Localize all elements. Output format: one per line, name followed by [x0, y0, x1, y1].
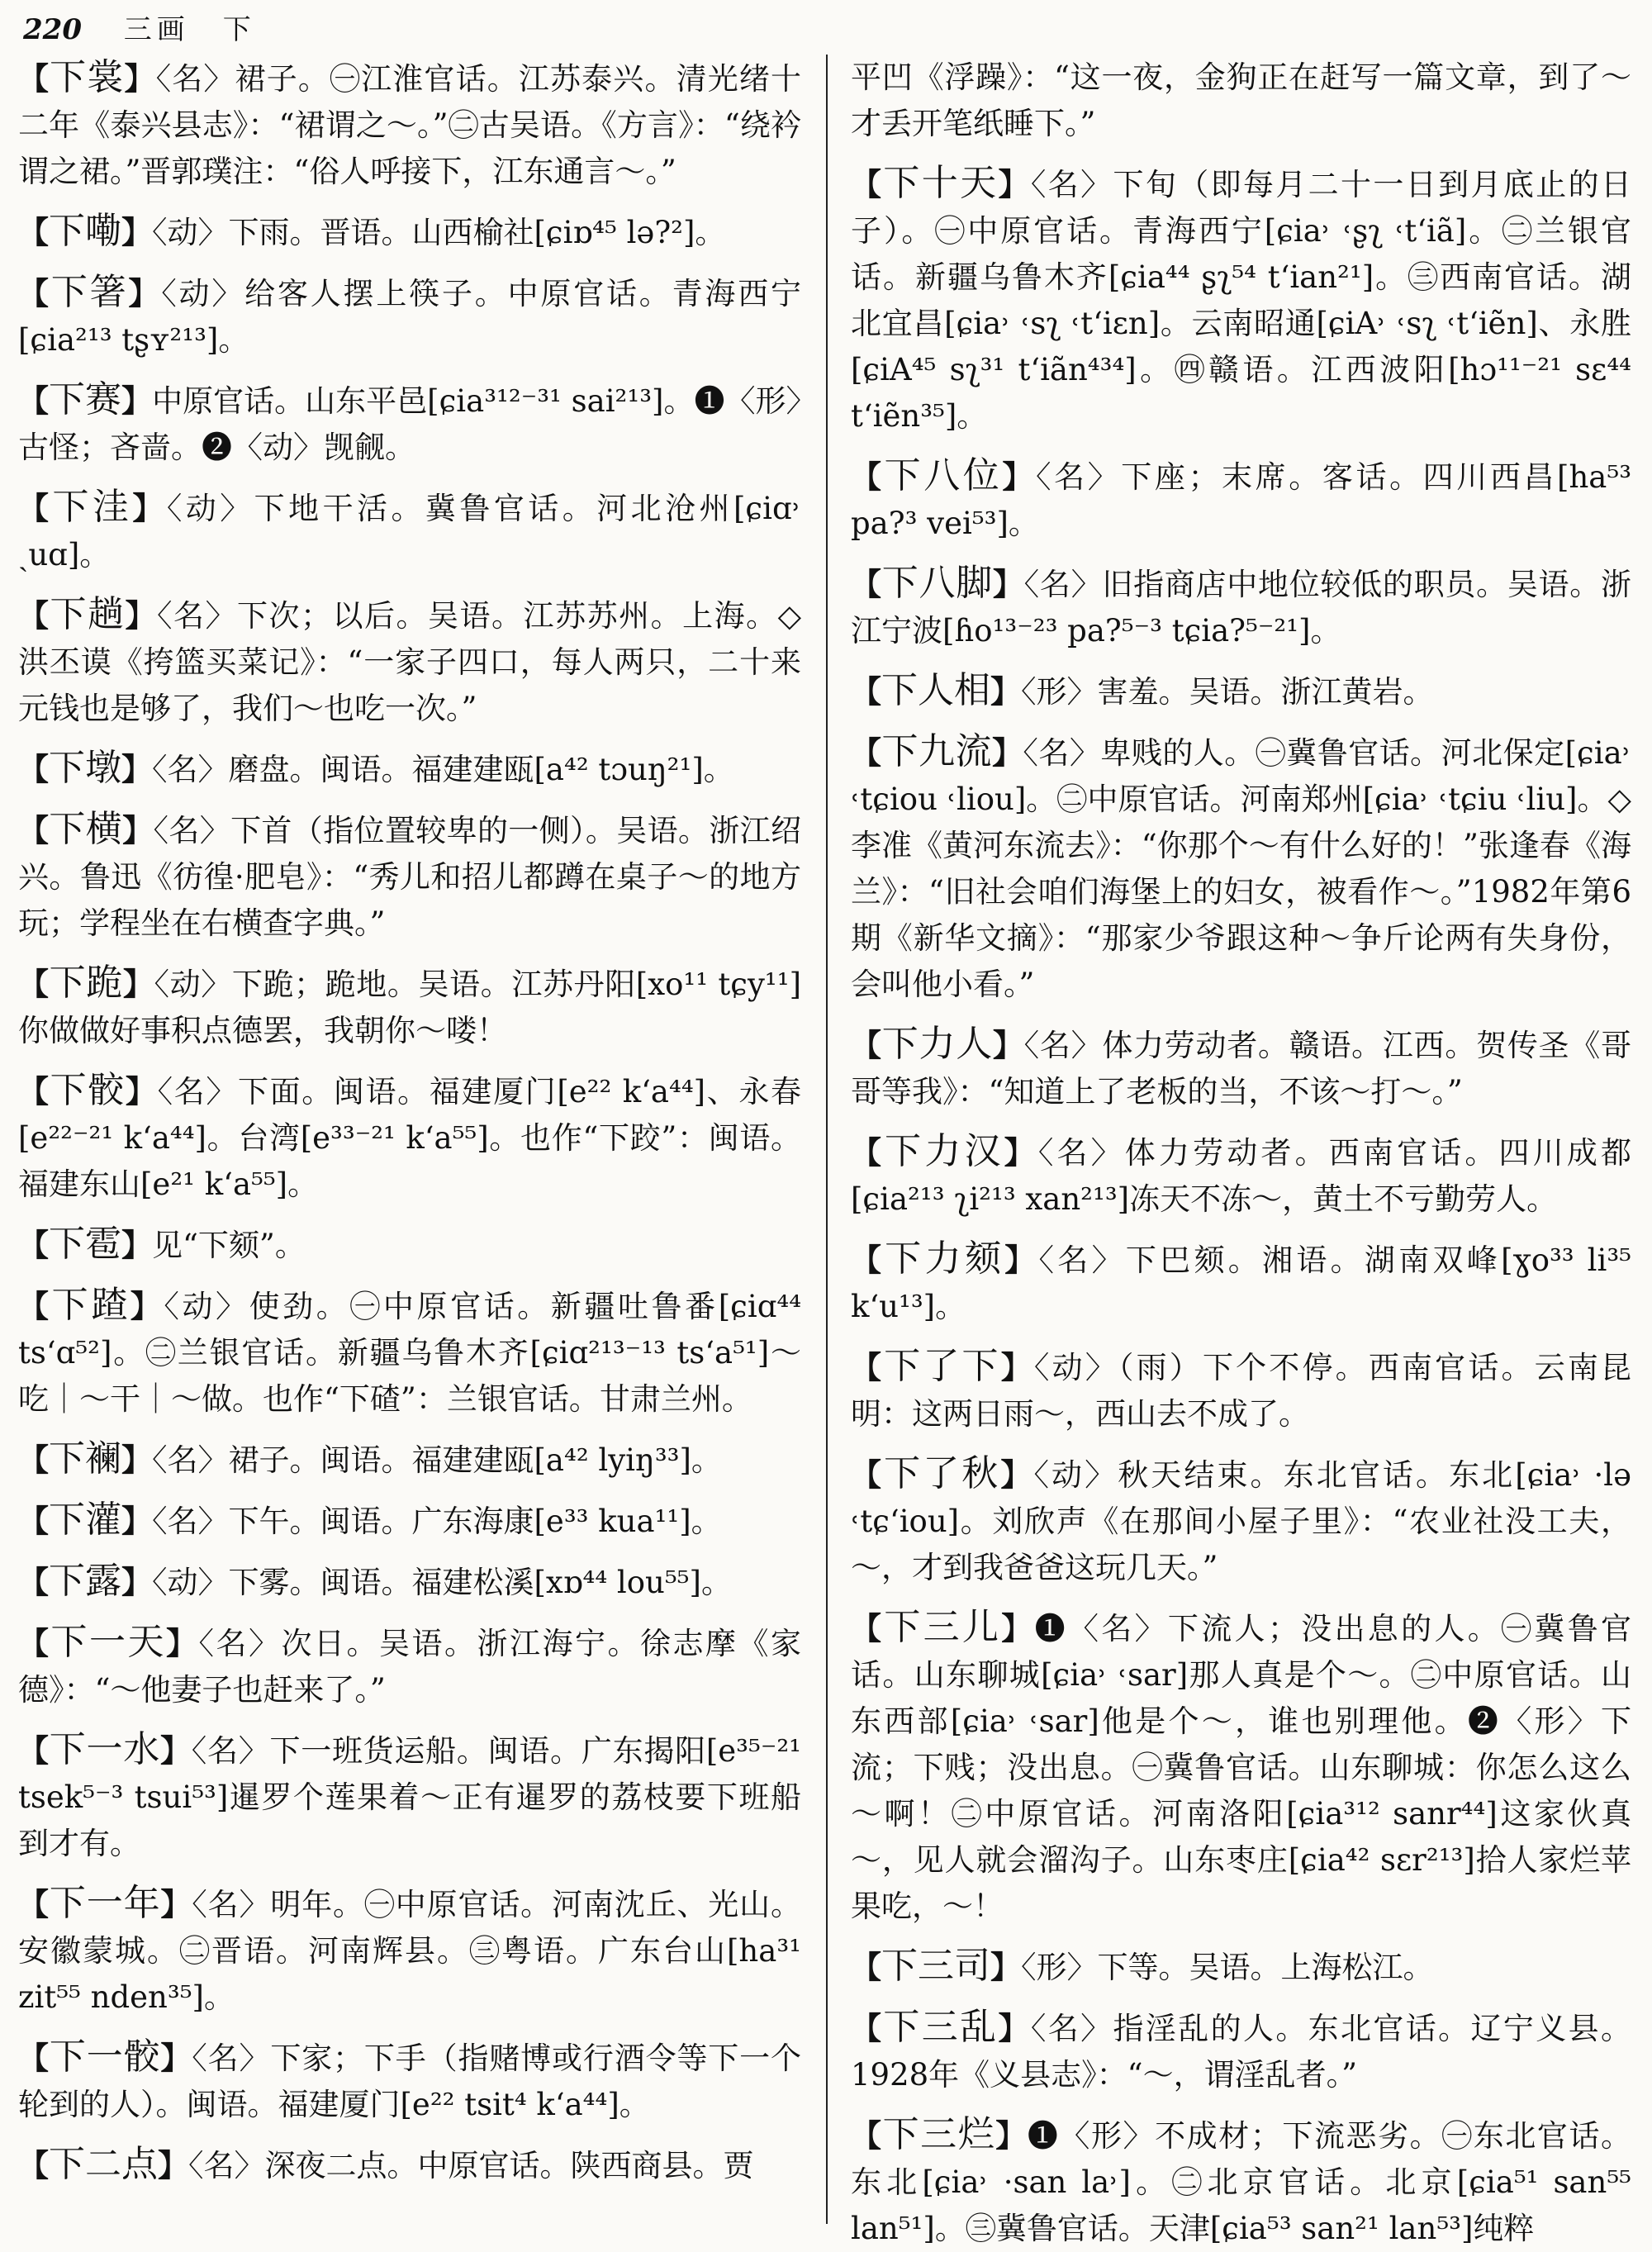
right-column — [851, 55, 1632, 2246]
dictionary-entry — [18, 1067, 801, 1208]
entry-definition: 〈名〉明年。㊀中原官话。河南沈丘、光山。安徽蒙城。㊁晋语。河南辉县。㊂粤语。广东台山[ha³¹ zit⁵⁵ nden³⁵]。 — [18, 1887, 802, 2015]
dictionary-entry — [851, 1943, 1631, 1991]
headword-bracket-open: 【 — [18, 214, 49, 250]
headword-bracket-close: 】 — [159, 1732, 192, 1769]
headword: 下露 — [49, 1560, 121, 1602]
headword: 下九流 — [881, 730, 992, 772]
dictionary-entry — [18, 1727, 801, 1867]
headword-bracket-open: 【 — [18, 1288, 52, 1324]
headword-bracket-open: 【 — [18, 1625, 51, 1661]
dictionary-entry — [18, 1436, 801, 1484]
entry-definition: 〈名〉卑贱的人。㊀冀鲁官话。河北保定[ɕia˒ ˓tɕiou ˓liou]。㊁中原官话。河南郑州[ɕia˒ ˓tɕiu ˓liu]。◇李准《黄河东流去》：“你那个～有什么好的！”张逢春《海兰》：“旧社会咱们海堡上的妇女，被看作～。”1982年第6期《新华文摘》：“那家少爷跟这种～争斤论两有失身份，会叫他小看。” — [851, 735, 1632, 1002]
headword: 下三司 — [881, 1945, 990, 1987]
dictionary-entry — [18, 1880, 801, 2021]
headword: 下骹 — [50, 1069, 126, 1111]
headword: 下蹅 — [51, 1284, 131, 1326]
dictionary-entry — [851, 55, 1631, 147]
dictionary-entry — [18, 2141, 801, 2189]
entry-definition: 〈动〉下雨。晋语。山西榆社[ɕiɒ⁴⁵ lə?²]。 — [152, 215, 726, 250]
dictionary-entry — [18, 1282, 801, 1423]
headword: 下了下 — [884, 1345, 1001, 1387]
dictionary-entry — [18, 2034, 801, 2128]
dictionary-entry — [18, 960, 801, 1054]
headword-bracket-open: 【 — [18, 966, 50, 1002]
headword-bracket-open: 【 — [18, 812, 50, 848]
headword-bracket-close: 】 — [132, 490, 167, 526]
headword-bracket-open: 【 — [18, 1227, 49, 1263]
dictionary-entry — [18, 208, 801, 256]
headword-bracket-open: 【 — [851, 1610, 885, 1646]
dictionary-entry — [18, 1558, 801, 1606]
headword-bracket-close: 】 — [1004, 1242, 1039, 1278]
headword: 下雹 — [49, 1223, 121, 1265]
headword-bracket-close: 】 — [125, 597, 158, 634]
headword-bracket-close: 】 — [1000, 1349, 1034, 1385]
entry-definition: 〈动〉（雨）下个不停。西南官话。云南昆明：这两日雨～，西山去不成了。 — [851, 1350, 1632, 1432]
entry-definition: 〈动〉下雾。闽语。福建松溪[xɒ⁴⁴ lou⁵⁵]。 — [152, 1565, 732, 1600]
headword-bracket-close: 】 — [1000, 1456, 1034, 1493]
headword-bracket-close: 】 — [130, 1288, 164, 1324]
headword: 下趟 — [50, 593, 126, 635]
dictionary-entry — [18, 806, 801, 947]
headword-bracket-open: 【 — [851, 673, 881, 710]
entry-definition: 〈名〉下家；下手（指赌博或行酒令等下一个轮到的人）。闽语。福建厦门[e²² tsit⁴ k‘a⁴⁴]。 — [18, 2041, 802, 2122]
entry-definition: 〈名〉体力劳动者。西南官话。四川成都[ɕia²¹³ ʅi²¹³ xan²¹³]冻天不冻～，黄土不亏勤劳人。 — [851, 1135, 1632, 1217]
headword-bracket-open: 【 — [851, 2010, 884, 2046]
headword-bracket-open: 【 — [18, 490, 53, 526]
headword-bracket-open: 【 — [851, 458, 885, 495]
headword-bracket-close: 】 — [121, 382, 153, 419]
headword-bracket-open: 【 — [18, 1073, 50, 1109]
headword: 下灌 — [49, 1499, 121, 1541]
headword: 下横 — [49, 808, 123, 850]
headword-bracket-close: 】 — [991, 734, 1023, 771]
dictionary-entry — [18, 1619, 801, 1713]
entry-definition: 〈形〉害羞。吴语。浙江黄岩。 — [1021, 674, 1434, 710]
entry-definition: 〈名〉磨盘。闽语。福建建瓯[a⁴² tɔuŋ²¹]。 — [152, 752, 734, 787]
headword: 下箸 — [50, 271, 129, 313]
dictionary-entry — [18, 377, 801, 471]
entry-definition: 〈动〉使劲。㊀中原官话。新疆吐鲁番[ɕiɑ⁴⁴ ts‘ɑ⁵²]。㊁兰银官话。新疆乌鲁木齐[ɕiɑ²¹³⁻¹³ ts‘a⁵¹]～吃｜～干｜～做。也作“下碴”：兰银官话。甘肃兰州。 — [18, 1289, 802, 1417]
headword-bracket-close: 】 — [125, 1073, 158, 1109]
headword: 下一骹 — [49, 2036, 161, 2078]
headword-bracket-open: 【 — [18, 2147, 49, 2183]
entry-definition: ❶〈形〉不成材；下流恶劣。㊀东北官话。东北[ɕia˒ ·san la˒]。㊁北京官话。北京[ɕia⁵¹ san⁵⁵ lan⁵¹]。㊂冀鲁官话。天津[ɕia⁵³ san²¹ lan⁵³]纯粹 — [851, 2118, 1632, 2246]
dictionary-entry — [851, 1128, 1631, 1223]
entry-definition: 〈名〉裙子。㊀江淮官话。江苏泰兴。清光绪十二年《泰兴县志》：“裙谓之～。”㊁古吴语。《方言》：“绕衿谓之裙。”晋郭璞注：“俗人呼接下，江东通言～。” — [18, 61, 802, 189]
entry-definition: 〈名〉下次；以后。吴语。江苏苏州。上海。◇洪丕谟《挎篮买菜记》：“一家子四口，每人两只，二十来元钱也是够了，我们～也吃一次。” — [18, 598, 802, 726]
headword-bracket-open: 【 — [851, 1949, 881, 1985]
headword-bracket-close: 】 — [160, 2040, 192, 2076]
dictionary-entry — [851, 160, 1631, 439]
headword-bracket-open: 【 — [18, 1442, 49, 1478]
headword: 下力人 — [881, 1023, 993, 1065]
headword-bracket-close: 】 — [992, 566, 1024, 602]
headword-bracket-close: 】 — [160, 1886, 192, 1922]
headword-bracket-close: 】 — [998, 166, 1031, 202]
headword-bracket-open: 【 — [18, 2040, 50, 2076]
headword: 下了秋 — [884, 1452, 1001, 1494]
headword: 下八脚 — [881, 562, 993, 604]
headword: 下力颏 — [885, 1238, 1005, 1280]
headword: 下人相 — [881, 669, 990, 711]
headword: 下一天 — [50, 1621, 166, 1663]
dictionary-entry — [851, 1236, 1631, 1330]
entry-definition: 〈名〉下旬（即每月二十一日到月底止的日子）。㊀中原官话。青海西宁[ɕia˒ ˓ʂʅ ˓t‘iã]。㊁兰银官话。新疆乌鲁木齐[ɕia⁴⁴ ʂʅ⁵⁴ t‘ian²¹]。㊂西南官话。湖北宜昌[ɕia˒ ˓sʅ ˓t‘iɛn]。云南昭通[ɕiA˒ ˓sʅ ˓t‘iẽn]、永胜[ɕiA⁴⁵ sʅ³¹ t‘iãn⁴³⁴]。㊃赣语。江西波阳[hɔ¹¹⁻²¹ sɛ⁴⁴ t‘iẽn³⁵]。 — [851, 167, 1632, 434]
headword-bracket-open: 【 — [18, 1564, 49, 1600]
headword: 下一水 — [49, 1728, 160, 1770]
headword-bracket-open: 【 — [851, 1349, 885, 1385]
dictionary-entry — [851, 2112, 1631, 2252]
headword: 下三乱 — [883, 2006, 999, 2048]
entry-definition: 〈名〉裙子。闽语。福建建瓯[a⁴² lyiŋ³³]。 — [152, 1442, 722, 1478]
dictionary-entry — [851, 668, 1631, 715]
headword: 下裳 — [50, 56, 125, 98]
headword-bracket-close: 】 — [990, 1949, 1021, 1985]
entry-definition: 〈名〉下首（指位置较卑的一侧）。吴语。浙江绍兴。鲁迅《彷徨·肥皂》：“秀儿和招儿都蹲在桌子～的地方玩；学程坐在右横查字典。” — [18, 813, 802, 941]
dictionary-entry — [18, 745, 801, 793]
dictionary-entry — [18, 484, 801, 578]
dictionary-entry — [18, 269, 801, 363]
headword-bracket-open: 【 — [18, 60, 50, 97]
entry-definition: 〈动〉下地干活。冀鲁官话。河北沧州[ɕiɑ˒ ˏuɑ]。 — [18, 491, 802, 573]
headword-bracket-close: 】 — [124, 60, 156, 97]
dictionary-entry — [851, 1451, 1631, 1591]
entry-definition: 〈名〉下一班货运船。闽语。广东揭阳[e³⁵⁻²¹ tsek⁵⁻³ tsui⁵³]暹罗个莲果着～正有暹罗的荔枝要下班船到才有。 — [18, 1733, 802, 1861]
dictionary-entry — [851, 1604, 1631, 1930]
headword-bracket-open: 【 — [851, 566, 882, 602]
headword: 下三儿 — [884, 1606, 1002, 1648]
headword-bracket-open: 【 — [851, 1027, 882, 1063]
entry-definition: 〈形〉下等。吴语。上海松江。 — [1021, 1950, 1434, 1985]
entry-definition: 〈名〉下面。闽语。福建厦门[e²² k‘a⁴⁴]、永春[e²²⁻²¹ k‘a⁴⁴]。台湾[e³³⁻²¹ k‘a⁵⁵]。也作“下跤”：闽语。福建东山[e²¹ k‘a⁵⁵]。 — [18, 1074, 802, 1202]
headword-bracket-close: 】 — [1002, 458, 1037, 495]
entry-definition: 〈名〉下午。闽语。广东海康[e³³ kua¹¹]。 — [152, 1504, 722, 1539]
headword-bracket-open: 【 — [851, 2117, 883, 2154]
headword: 下赛 — [49, 378, 122, 420]
left-column — [18, 55, 801, 2224]
headword: 下墩 — [49, 747, 121, 789]
headword-bracket-close: 】 — [121, 1564, 152, 1600]
dictionary-entry — [18, 1497, 801, 1545]
entry-definition: 〈名〉次日。吴语。浙江海宁。徐志摩《家德》：“～他妻子也赶来了。” — [18, 1626, 801, 1708]
dictionary-entry — [851, 1343, 1631, 1437]
dictionary-entry — [851, 453, 1631, 547]
entry-definition: 中原官话。山东平邑[ɕia³¹²⁻³¹ sai²¹³]。❶〈形〉古怪；吝啬。❷〈动〉觊觎。 — [18, 383, 802, 465]
headword-bracket-open: 【 — [18, 1886, 50, 1922]
page-header — [23, 5, 1634, 55]
entry-definition: 〈动〉下跪；跪地。吴语。江苏丹阳[xo¹¹ tɕy¹¹]你做做好事积点德罢，我朝你～喽！ — [18, 967, 802, 1048]
entry-definition: ❶〈名〉下流人；没出息的人。㊀冀鲁官话。山东聊城[ɕia˒ ˓sar]那人真是个～。㊁中原官话。山东西部[ɕia˒ ˓sar]他是个～，谁也别理他。❷〈形〉下流；下贱；没出息。㊀冀鲁官话。山东聊城：你怎么这么～啊！㊁中原官话。河南洛阳[ɕia³¹² sanr⁴⁴]这家伙真～，见人就会溜沟子。山东枣庄[ɕia⁴² sɛr²¹³]拾人家烂苹果吃，～！ — [851, 1611, 1632, 1924]
headword-bracket-close: 】 — [1001, 1610, 1035, 1646]
dictionary-entry — [18, 592, 801, 732]
headword-bracket-close: 】 — [990, 673, 1021, 710]
entry-definition: 〈动〉给客人摆上筷子。中原官话。青海西宁[ɕia²¹³ tʂʏ²¹³]。 — [18, 276, 802, 358]
headword-bracket-close: 】 — [121, 751, 152, 787]
headword-bracket-open: 【 — [851, 1134, 885, 1171]
page-number: 220 — [23, 13, 82, 46]
headword: 下襕 — [49, 1437, 121, 1480]
headword: 下力汉 — [885, 1130, 1004, 1172]
headword-bracket-close: 】 — [121, 1503, 152, 1539]
headword: 下三烂 — [882, 2113, 996, 2155]
column-divider — [826, 55, 828, 2224]
entry-definition: 〈名〉体力劳动者。赣语。江西。贺传圣《哥哥等我》：“知道上了老板的当，不该～打～。” — [851, 1028, 1632, 1109]
headword: 下一年 — [49, 1882, 161, 1924]
dictionary-entry — [851, 560, 1631, 654]
entry-definition: 见“下颏”。 — [152, 1228, 306, 1263]
headword-bracket-open: 【 — [18, 1503, 49, 1539]
headword-bracket-open: 【 — [851, 734, 882, 771]
headword-bracket-open: 【 — [851, 1242, 885, 1278]
headword-bracket-open: 【 — [18, 597, 50, 634]
headword-bracket-close: 】 — [121, 1442, 152, 1478]
dictionary-entry — [851, 1021, 1631, 1115]
headword-bracket-open: 【 — [18, 751, 49, 787]
headword-bracket-close: 】 — [121, 214, 152, 250]
headword-bracket-close: 】 — [128, 275, 162, 311]
entry-definition: 〈名〉指淫乱的人。东北官话。辽宁义县。1928年《义县志》：“～，谓淫乱者。” — [851, 2011, 1632, 2093]
entry-definition: 〈名〉下座；末席。客话。四川西昌[ha⁵³ pa?³ vei⁵³]。 — [851, 459, 1632, 541]
headword: 下跪 — [49, 962, 123, 1004]
headword-bracket-open: 【 — [851, 166, 884, 202]
headword: 下二点 — [49, 2143, 158, 2185]
dictionary-entry — [851, 2004, 1631, 2098]
entry-definition: 〈名〉下巴颏。湘语。湖南双峰[ɣo³³ li³⁵ k‘u¹³]。 — [851, 1242, 1632, 1324]
running-title: 三画 下 — [123, 13, 256, 46]
entry-definition: 〈名〉旧指商店中地位较低的职员。吴语。浙江宁波[ɦo¹³⁻²³ pa?⁵⁻³ tɕia?⁵⁻²¹]。 — [851, 567, 1632, 649]
headword: 下八位 — [884, 454, 1003, 496]
entry-definition: 〈名〉深夜二点。中原官话。陕西商县。贾 — [188, 2148, 754, 2183]
dictionary-entry — [18, 1221, 801, 1269]
dictionary-entry — [851, 729, 1631, 1008]
headword-bracket-open: 【 — [18, 1732, 50, 1769]
entry-definition: 平凹《浮躁》：“这一夜，金狗正在赶写一篇文章，到了～才丢开笔纸睡下。” — [851, 59, 1631, 141]
headword-bracket-close: 】 — [158, 2147, 188, 2183]
headword-bracket-close: 】 — [998, 2010, 1031, 2046]
headword-bracket-open: 【 — [18, 275, 51, 311]
headword-bracket-open: 【 — [851, 1456, 885, 1493]
dictionary-entry — [18, 55, 801, 195]
headword-bracket-open: 【 — [18, 382, 50, 419]
headword-bracket-close: 】 — [122, 812, 154, 848]
headword-bracket-close: 】 — [1004, 1134, 1038, 1171]
headword-bracket-close: 】 — [995, 2117, 1028, 2154]
headword-bracket-close: 】 — [121, 1227, 152, 1263]
entry-definition: 〈动〉秋天结束。东北官话。东北[ɕia˒ ·lə ˓tɕ‘iou]。刘欣声《在那间小屋子里》：“农业社没工夫，～，才到我爸爸这玩几天。” — [851, 1457, 1632, 1585]
headword: 下十天 — [883, 162, 999, 204]
headword: 下洼 — [52, 486, 133, 528]
headword: 下嘞 — [49, 210, 121, 252]
headword-bracket-close: 】 — [166, 1625, 199, 1661]
headword-bracket-close: 】 — [992, 1027, 1024, 1063]
headword-bracket-close: 】 — [122, 966, 154, 1002]
